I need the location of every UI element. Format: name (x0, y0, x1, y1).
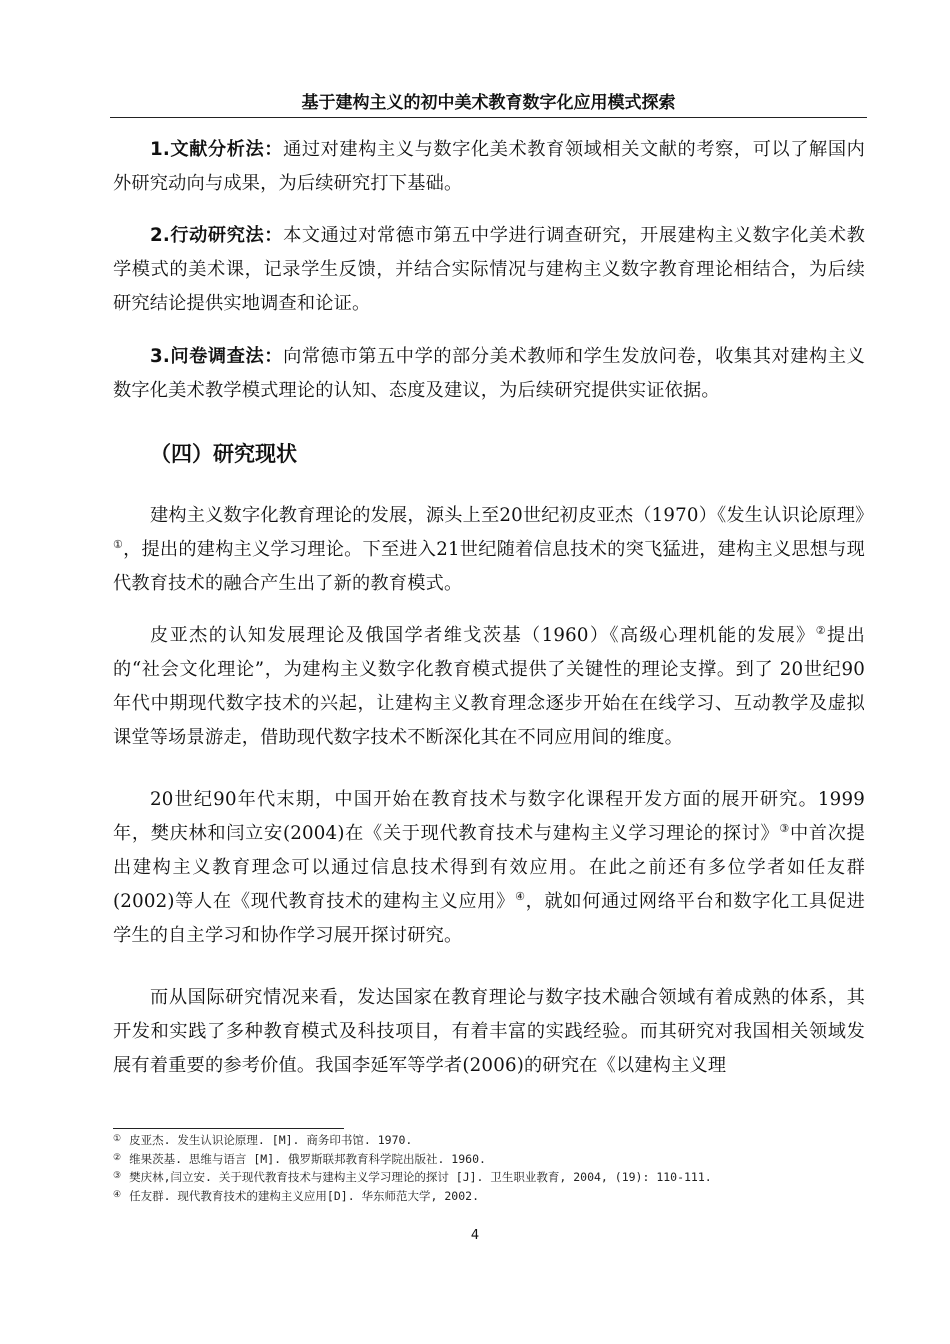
methods-list (113, 133, 865, 201)
footnote-ref: ② (815, 624, 828, 637)
paragraph-text: 皮亚杰的认知发展理论及俄国学者维戈茨基（1960）《高级心理机能的发展》 (150, 625, 816, 646)
footnote-rule (113, 1128, 344, 1129)
method-item-literature (113, 133, 865, 201)
footnote-ref: ③ (779, 822, 790, 835)
research-status-p4 (113, 981, 865, 1083)
methods-list-3 (113, 340, 865, 408)
method-item-questionnaire (113, 340, 865, 408)
paragraph-text: 建构主义数字化教育理论的发展，源头上至20世纪初皮亚杰（1970）《发生认识论原理》 (150, 505, 874, 526)
paragraph-text: 中首次提出建构主义教育理念可以通过信息技术得到有效应用。在此之前还有多位学者如任友群(2002)等人在《现代教育技术的建构主义应用》 (113, 823, 866, 912)
footnote-mark: ③ (113, 1171, 122, 1181)
paragraph-text: 20世纪90年代末期，中国开始在教育技术与数字化课程开发方面的展开研究。1999年，樊庆林和闫立安(2004)在《关于现代教育技术与建构主义学习理论的探讨》 (113, 789, 865, 844)
section-heading: （四）研究现状 (150, 442, 297, 466)
page-number: 4 (470, 1228, 480, 1243)
paragraph-text: ，就如何通过网络平台和数字化工具促进学生的自主学习和协作学习展开探讨研究。 (113, 891, 866, 946)
paragraph (113, 619, 865, 755)
paragraph-text: 提出的“社会文化理论”，为建构主义数字化教育模式提供了关键性的理论支撑。到了 20世纪90年代中期现代数字技术的兴起，让建构主义教育理念逐步开始在在线学习、互动教学及虚拟课堂等场景游走，借助现代数字技术不断深化其在不同应用间的维度。 (113, 625, 865, 748)
footnote-ref: ④ (515, 890, 526, 903)
methods-list-2 (113, 219, 865, 321)
running-header: 基于建构主义的初中美术教育数字化应用模式探索 (301, 93, 676, 113)
method-term: 3.问卷调查法： (150, 346, 284, 367)
footnote-item (113, 1150, 865, 1169)
research-status-p3 (113, 783, 865, 953)
footnote-text: 维果茨基. 思维与语言 [M]. 俄罗斯联邦教育科学院出版社. 1960. (129, 1151, 486, 1166)
method-term: 1.文献分析法： (150, 139, 284, 160)
footnote-mark: ① (113, 1134, 122, 1144)
method-item-action-research (113, 219, 865, 321)
footnotes (113, 1131, 865, 1205)
footnote-mark: ② (113, 1152, 122, 1163)
footnote-item (113, 1187, 865, 1206)
method-text: 向常德市第五中学的部分美术教师和学生发放问卷，收集其对建构主义数字化美术教学模式理论的认知、态度及建议，为后续研究提供实证依据。 (113, 346, 866, 401)
method-term: 2.行动研究法： (150, 225, 284, 246)
footnote-item (113, 1168, 865, 1187)
paragraph: 而从国际研究情况来看，发达国家在教育理论与数字技术融合领域有着成熟的体系，其开发和实践了多种教育模式及科技项目，有着丰富的实践经验。而其研究对我国相关领域发展有着重要的参考价值。我国李延军等学者(2006)的研究在《以建构主义理 (113, 987, 865, 1076)
footnote-text: 樊庆林,闫立安. 关于现代教育技术与建构主义学习理论的探讨 [J]. 卫生职业教育, 2004, (19): 110-111. (129, 1170, 712, 1184)
footnote-text: 皮亚杰. 发生认识论原理. [M]. 商务印书馆. 1970. (129, 1133, 413, 1147)
footnote-text: 任友群. 现代教育技术的建构主义应用[D]. 华东师范大学, 2002. (129, 1188, 480, 1203)
research-status-p1 (113, 499, 874, 601)
paragraph-text: ，提出的建构主义学习理论。下至进入21世纪随着信息技术的突飞猛进，建构主义思想与现代教育技术的融合产生出了新的教育模式。 (113, 539, 865, 594)
paragraph (113, 783, 865, 953)
method-text: 通过对建构主义与数字化美术教育领域相关文献的考察，可以了解国内外研究动向与成果，为后续研究打下基础。 (113, 139, 866, 194)
method-text: 本文通过对常德市第五中学进行调查研究，开展建构主义数字化美术教学模式的美术课，记录学生反馈，并结合实际情况与建构主义数字教育理论相结合，为后续研究结论提供实地调查和论证。 (113, 225, 866, 314)
header-rule (110, 117, 867, 118)
paragraph (113, 499, 874, 601)
footnote-item (113, 1131, 865, 1150)
research-status-p2 (113, 619, 865, 755)
footnote-ref: ① (113, 538, 124, 551)
footnote-mark: ④ (113, 1189, 122, 1200)
